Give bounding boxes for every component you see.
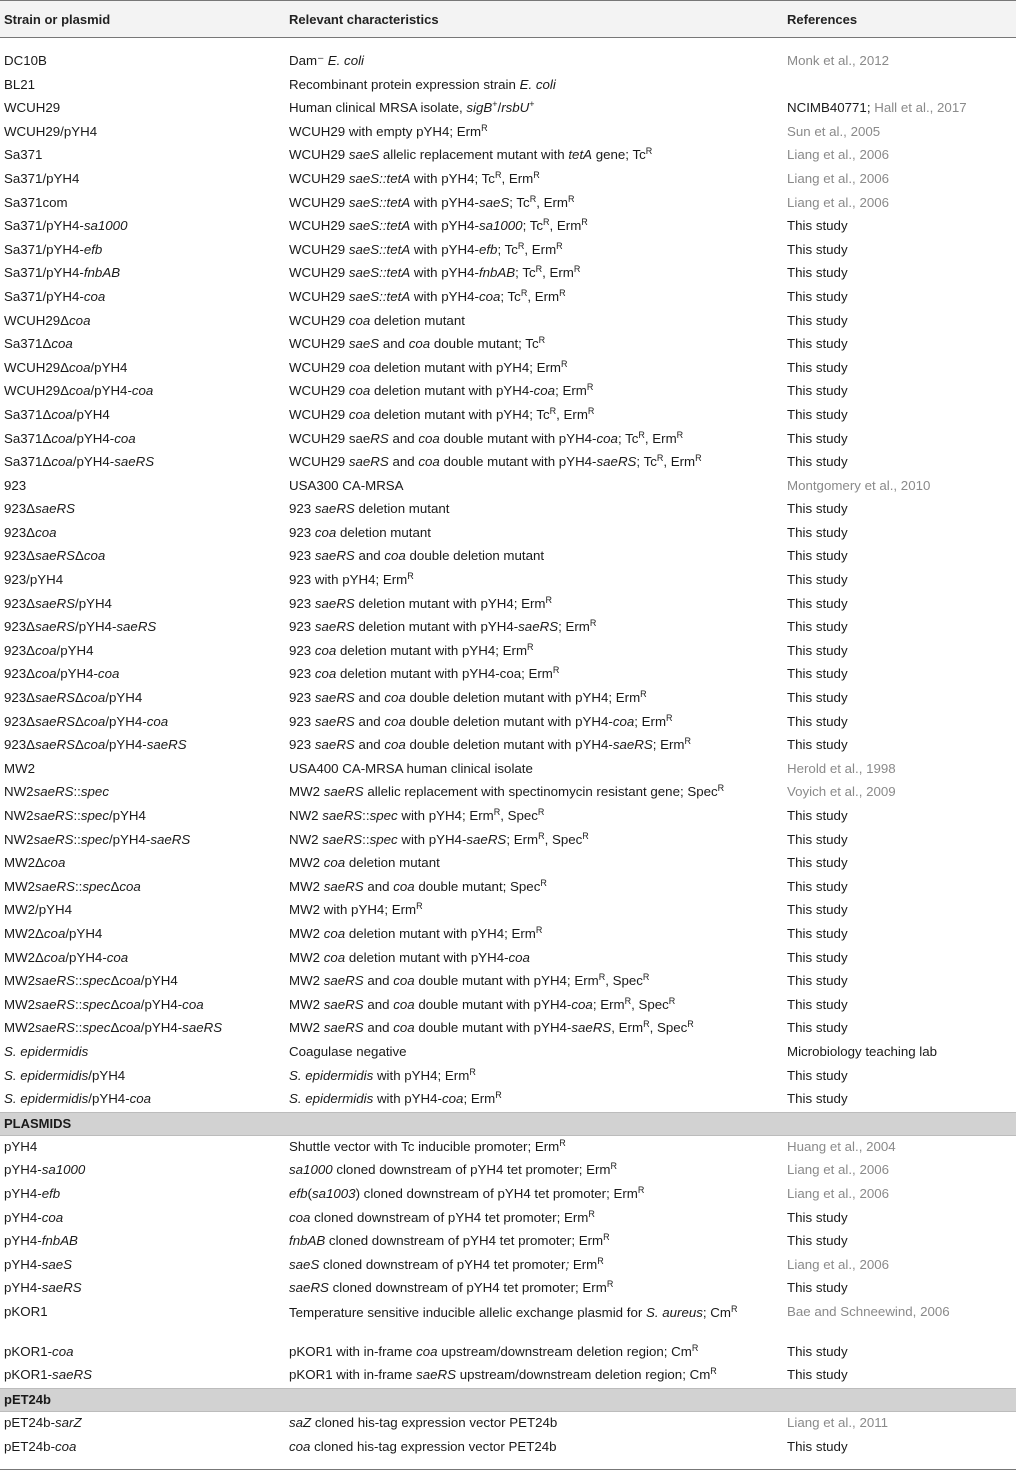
reference: Liang et al., 2006	[787, 170, 890, 186]
table-row	[0, 1159, 1016, 1183]
strain-name: Sa371/pYH4-fnbAB	[4, 265, 121, 281]
strain-name: Sa371/pYH4-efb	[4, 241, 103, 257]
characteristics: MW2 saeRS and coa double mutant with pYH4-saeRS, Erm$^R$, Spec$^R$	[289, 1019, 694, 1036]
characteristics: Shuttle vector with Tc inducible promoter; Erm$^R$	[289, 1137, 566, 1154]
reference: This study	[787, 902, 848, 918]
table-row	[0, 758, 1016, 782]
reference: This study	[787, 642, 848, 658]
strain-name: pYH4-coa	[4, 1209, 64, 1225]
table-row	[0, 687, 1016, 711]
strain-name: 923Δcoa/pYH4	[4, 642, 94, 658]
section-plasmids	[0, 1112, 1016, 1136]
table-row	[0, 734, 1016, 758]
characteristics: WCUH29 saeS and coa double mutant; $Tc^R$	[289, 335, 546, 352]
reference: Montgomery et al., 2010	[787, 477, 931, 493]
strain-name: 923ΔsaeRSΔcoa/pYH4-saeRS	[4, 737, 187, 753]
strain-name: 923ΔsaeRSΔcoa/pYH4-coa	[4, 713, 169, 729]
reference: This study	[787, 312, 848, 328]
table-row	[0, 852, 1016, 876]
strain-name: MW2Δcoa/pYH4-coa	[4, 949, 129, 965]
characteristics: S. epidermidis with pYH4-coa; Erm$^R$	[289, 1090, 502, 1107]
table-row	[0, 262, 1016, 286]
reference: This study	[787, 288, 848, 304]
strain-name: NW2saeRS::spec/pYH4	[4, 808, 146, 823]
reference: This study	[787, 808, 848, 823]
characteristics: MW2 saeRS allelic replacement with spectinomycin resistant gene; Spec$^R$	[289, 783, 725, 800]
strain-name: MW2saeRS::specΔcoa/pYH4-coa	[4, 996, 204, 1012]
table-row	[0, 1301, 1016, 1341]
strain-name: MW2/pYH4	[4, 902, 72, 918]
strain-name: BL21	[4, 76, 36, 92]
characteristics: WCUH29 saeS::tetA with pYH4-saeS; $Tc^R$, Erm$^R$	[289, 193, 575, 210]
reference: This study	[787, 925, 848, 941]
pet-rows	[0, 1412, 1016, 1459]
table-row	[0, 404, 1016, 428]
reference: Voyich et al., 2009	[787, 784, 896, 800]
table-row	[0, 144, 1016, 168]
table-row	[0, 239, 1016, 263]
table-row	[0, 380, 1016, 404]
reference: Microbiology teaching lab	[787, 1043, 938, 1059]
table-row	[0, 970, 1016, 994]
table-row	[0, 451, 1016, 475]
reference: This study	[787, 524, 848, 540]
reference: NCIMB40771; Hall et al., 2017	[787, 100, 967, 116]
reference: This study	[787, 359, 848, 375]
characteristics: 923 saeRS deletion mutant	[289, 501, 450, 517]
characteristics: saZ cloned his-tag expression vector PET24b	[289, 1415, 558, 1431]
reference: This study	[787, 336, 848, 352]
characteristics: Temperature sensitive inducible allelic exchange plasmid for S. aureus; $Cm^R$	[289, 1303, 738, 1320]
strain-name: 923	[4, 477, 27, 493]
characteristics: WCUH29 coa deletion mutant	[289, 312, 465, 328]
characteristics: WCUH29 coa deletion mutant with pYH4; $Tc^R$, Erm$^R$	[289, 405, 595, 422]
characteristics: WCUH29 saeS::tetA with pYH4-sa1000; $Tc^R$, Erm$^R$	[289, 217, 588, 234]
reference: This study	[787, 1209, 848, 1225]
reference: This study	[787, 1367, 848, 1383]
reference: This study	[787, 1091, 848, 1107]
table-row	[0, 1041, 1016, 1065]
table-row	[0, 1412, 1016, 1436]
characteristics: WCUH29 coa deletion mutant with pYH4-coa; Erm$^R$	[289, 382, 594, 399]
characteristics: Coagulase negative	[289, 1043, 407, 1059]
reference: This study	[787, 949, 848, 965]
characteristics: MW2 coa deletion mutant with pYH4-coa	[289, 949, 530, 965]
table-row	[0, 1207, 1016, 1231]
characteristics: 923 coa deletion mutant	[289, 524, 431, 540]
reference: This study	[787, 383, 848, 399]
characteristics: sa1000 cloned downstream of pYH4 tet promoter; Erm$^R$	[289, 1161, 618, 1178]
strain-name: WCUH29Δcoa/pYH4-coa	[4, 383, 154, 399]
characteristics: S. epidermidis with pYH4; Erm$^R$	[289, 1066, 476, 1083]
characteristics: MW2 coa deletion mutant	[289, 855, 440, 871]
table-row	[0, 711, 1016, 735]
strain-name: 923ΔsaeRS/pYH4-saeRS	[4, 619, 157, 635]
reference: This study	[787, 1233, 848, 1249]
table-row	[0, 640, 1016, 664]
table-row	[0, 947, 1016, 971]
reference: Liang et al., 2006	[787, 194, 890, 210]
characteristics: Recombinant protein expression strain E. coli	[289, 76, 556, 92]
reference: Huang et al., 2004	[787, 1138, 896, 1154]
characteristics: WCUH29 coa deletion mutant with pYH4; Erm$^R$	[289, 358, 568, 375]
table-row	[0, 805, 1016, 829]
table-row	[0, 1364, 1016, 1388]
strain-name: pET24b-sarZ	[4, 1415, 82, 1431]
table-row	[0, 616, 1016, 640]
table-header	[0, 0, 1016, 38]
reference: This study	[787, 619, 848, 635]
strain-name: WCUH29	[4, 100, 61, 116]
reference: This study	[787, 595, 848, 611]
table-row	[0, 545, 1016, 569]
strain-name: MW2saeRS::specΔcoa	[4, 878, 141, 894]
strain-name: MW2Δcoa	[4, 855, 66, 871]
strain-name: Sa371	[4, 147, 43, 163]
table-row	[0, 215, 1016, 239]
characteristics: WCUH29 saeS::tetA with pYH4; $Tc^R$, Erm$^R$	[289, 169, 540, 186]
reference: Liang et al., 2006	[787, 147, 890, 163]
table-row	[0, 50, 1016, 74]
strain-name: Sa371/pYH4-sa1000	[4, 218, 128, 234]
strain-name: Sa371Δcoa/pYH4-saeRS	[4, 454, 155, 470]
characteristics: 923 saeRS and coa double deletion mutant with pYH4-saeRS; Erm$^R$	[289, 736, 691, 753]
table-row	[0, 1230, 1016, 1254]
strain-name: pYH4	[4, 1138, 38, 1154]
table-row	[0, 475, 1016, 499]
table-row	[0, 310, 1016, 334]
table-row	[0, 498, 1016, 522]
strain-name: WCUH29Δcoa	[4, 312, 91, 328]
reference: This study	[787, 218, 848, 234]
strain-name: pYH4-saeS	[4, 1256, 73, 1272]
reference: This study	[787, 855, 848, 871]
reference: This study	[787, 454, 848, 470]
strain-name: pKOR1-coa	[4, 1343, 74, 1359]
strain-name: pYH4-fnbAB	[4, 1233, 78, 1249]
section-pet24b	[0, 1388, 1016, 1412]
table-row	[0, 1436, 1016, 1460]
reference: This study	[787, 241, 848, 257]
strain-name: WCUH29/pYH4	[4, 123, 98, 139]
reference: Sun et al., 2005	[787, 123, 881, 139]
strain-name: S. epidermidis/pYH4-coa	[4, 1091, 152, 1107]
header-strain: Strain or plasmid	[4, 12, 111, 27]
characteristics: efb(sa1003) cloned downstream of pYH4 tet promoter; Erm$^R$	[289, 1184, 645, 1201]
reference: This study	[787, 1343, 848, 1359]
strain-name: pKOR1	[4, 1303, 48, 1319]
characteristics: NW2 saeRS::spec with pYH4; Erm$^R$, Spec$^R$	[289, 807, 545, 823]
reference: This study	[787, 572, 848, 588]
table-bottom-rule	[0, 1459, 1016, 1470]
table-row	[0, 97, 1016, 121]
characteristics: USA300 CA-MRSA	[289, 477, 404, 493]
characteristics: NW2 saeRS::spec with pYH4-saeRS; Erm$^R$, Spec$^R$	[289, 830, 589, 847]
table-row	[0, 1088, 1016, 1112]
table-row	[0, 1183, 1016, 1207]
table-row	[0, 1136, 1016, 1160]
table-row	[0, 1254, 1016, 1278]
characteristics: 923 saeRS deletion mutant with pYH4-saeRS; Erm$^R$	[289, 618, 597, 635]
section-pet24b-label: pET24b	[4, 1392, 51, 1408]
table-row	[0, 192, 1016, 216]
strain-name: 923ΔsaeRSΔcoa	[4, 548, 106, 564]
table-row	[0, 1017, 1016, 1041]
characteristics: fnbAB cloned downstream of pYH4 tet promoter; Erm$^R$	[289, 1232, 610, 1249]
characteristics: WCUH29 saeRS and coa double mutant with pYH4-coa; $Tc^R$, Erm$^R$	[289, 429, 684, 446]
characteristics: 923 coa deletion mutant with pYH4; Erm$^R$	[289, 641, 534, 658]
strain-name: 923ΔsaeRS	[4, 501, 75, 517]
strain-name: 923ΔsaeRS/pYH4	[4, 595, 112, 611]
strain-name: pYH4-efb	[4, 1185, 61, 1201]
characteristics: pKOR1 with in-frame coa upstream/downstream deletion region; $Cm^R$	[289, 1342, 699, 1359]
reference: This study	[787, 501, 848, 517]
table-row	[0, 74, 1016, 98]
characteristics: WCUH29 saeS::tetA with pYH4-fnbAB; $Tc^R$, Erm$^R$	[289, 264, 581, 281]
strain-name: S. epidermidis	[4, 1043, 89, 1059]
strain-name: pYH4-sa1000	[4, 1162, 86, 1178]
table-row	[0, 1065, 1016, 1089]
characteristics: Human clinical MRSA isolate, sigB+/rsbU+	[289, 99, 535, 116]
characteristics: coa cloned his-tag expression vector PET24b	[289, 1438, 557, 1454]
strain-name: WCUH29Δcoa/pYH4	[4, 359, 128, 375]
characteristics: 923 with pYH4; Erm$^R$	[289, 571, 414, 588]
table-row	[0, 121, 1016, 145]
characteristics: saeS cloned downstream of pYH4 tet promoter; Erm$^R$	[289, 1255, 604, 1272]
header-references: References	[787, 12, 858, 27]
table-row	[0, 1277, 1016, 1301]
reference: Liang et al., 2006	[787, 1162, 890, 1178]
characteristics: MW2 saeRS and coa double mutant with pYH4-coa; Erm$^R$, Spec$^R$	[289, 995, 676, 1012]
reference: This study	[787, 1280, 848, 1296]
reference: Bae and Schneewind, 2006	[787, 1303, 950, 1319]
characteristics: 923 coa deletion mutant with pYH4-coa; Erm$^R$	[289, 665, 560, 682]
reference: This study	[787, 996, 848, 1012]
reference: This study	[787, 713, 848, 729]
characteristics: pKOR1 with in-frame saeRS upstream/downstream deletion region; $Cm^R$	[289, 1366, 717, 1383]
reference: This study	[787, 737, 848, 753]
table-row	[0, 593, 1016, 617]
table-row	[0, 829, 1016, 853]
table-row	[0, 994, 1016, 1018]
strain-name: NW2saeRS::spec	[4, 784, 109, 800]
characteristics: 923 saeRS and coa double deletion mutant	[289, 548, 545, 564]
characteristics: 923 saeRS and coa double deletion mutant with pYH4; Erm$^R$	[289, 689, 647, 706]
table-row	[0, 899, 1016, 923]
strain-name: Sa371Δcoa/pYH4	[4, 406, 110, 422]
table-row	[0, 663, 1016, 687]
strain-name: MW2	[4, 760, 36, 776]
strain-name: NW2saeRS::spec/pYH4-saeRS	[4, 831, 191, 847]
characteristics: WCUH29 with empty pYH4; Erm$^R$	[289, 122, 488, 139]
reference: This study	[787, 430, 848, 446]
characteristics: MW2 with pYH4; Erm$^R$	[289, 901, 423, 918]
plasmid-rows	[0, 1136, 1016, 1388]
reference: Liang et al., 2006	[787, 1185, 890, 1201]
table-row	[0, 168, 1016, 192]
table-row	[0, 357, 1016, 381]
table-row	[0, 923, 1016, 947]
reference: This study	[787, 690, 848, 706]
strain-name: pKOR1-saeRS	[4, 1367, 92, 1383]
characteristics: MW2 saeRS and coa double mutant with pYH4; Erm$^R$, Spec$^R$	[289, 972, 650, 989]
reference: This study	[787, 1438, 848, 1454]
strain-name: pYH4-saeRS	[4, 1280, 82, 1296]
strain-name: 923/pYH4	[4, 572, 64, 588]
strain-name: MW2Δcoa/pYH4	[4, 925, 103, 941]
characteristics: 923 saeRS and coa double deletion mutant with pYH4-coa; Erm$^R$	[289, 712, 673, 729]
strain-name: 923ΔsaeRSΔcoa/pYH4	[4, 690, 143, 706]
characteristics: MW2 coa deletion mutant with pYH4; Erm$^R$	[289, 924, 543, 941]
table-row	[0, 522, 1016, 546]
reference: This study	[787, 1067, 848, 1083]
table-row	[0, 333, 1016, 357]
reference: This study	[787, 1020, 848, 1036]
characteristics: MW2 saeRS and coa double mutant; Spec$^R$	[289, 877, 547, 894]
table-row	[0, 428, 1016, 452]
table-row	[0, 1341, 1016, 1365]
characteristics: WCUH29 saeRS and coa double mutant with pYH4-saeRS; $Tc^R$, Erm$^R$	[289, 453, 702, 470]
reference: This study	[787, 831, 848, 847]
characteristics: WCUH29 saeS allelic replacement mutant with tetA gene; $Tc^R$	[289, 146, 653, 163]
characteristics: Dam⁻ E. coli	[289, 53, 365, 68]
table-row	[0, 876, 1016, 900]
reference: This study	[787, 548, 848, 564]
strain-name: pET24b-coa	[4, 1438, 77, 1454]
strain-name: S. epidermidis/pYH4	[4, 1067, 126, 1083]
table-row	[0, 569, 1016, 593]
strain-name: 923Δcoa	[4, 524, 57, 540]
strain-name: MW2saeRS::specΔcoa/pYH4	[4, 973, 178, 989]
table-row	[0, 781, 1016, 805]
strain-name: Sa371/pYH4	[4, 170, 80, 186]
strain-name: Sa371Δcoa/pYH4-coa	[4, 430, 136, 446]
strain-name: DC10B	[4, 53, 47, 68]
characteristics: coa cloned downstream of pYH4 tet promoter; Erm$^R$	[289, 1208, 595, 1225]
strain-name: 923Δcoa/pYH4-coa	[4, 666, 120, 682]
strain-name: MW2saeRS::specΔcoa/pYH4-saeRS	[4, 1020, 223, 1036]
table-row	[0, 286, 1016, 310]
reference: This study	[787, 265, 848, 281]
reference: This study	[787, 878, 848, 894]
header-characteristics: Relevant characteristics	[289, 12, 439, 27]
strain-name: Sa371Δcoa	[4, 336, 73, 352]
characteristics: USA400 CA-MRSA human clinical isolate	[289, 760, 533, 776]
strain-name: Sa371/pYH4-coa	[4, 288, 106, 304]
strain-rows	[0, 50, 1016, 1112]
reference: Liang et al., 2011	[787, 1415, 889, 1431]
reference: Liang et al., 2006	[787, 1256, 890, 1272]
characteristics: 923 saeRS deletion mutant with pYH4; Erm$^R$	[289, 594, 552, 611]
section-plasmids-label: PLASMIDS	[4, 1115, 72, 1131]
reference: This study	[787, 666, 848, 682]
reference: This study	[787, 973, 848, 989]
reference: Monk et al., 2012	[787, 53, 890, 68]
reference: Herold et al., 1998	[787, 760, 896, 776]
characteristics: WCUH29 saeS::tetA with pYH4-efb; $Tc^R$, Erm$^R$	[289, 240, 563, 257]
reference: This study	[787, 406, 848, 422]
characteristics: WCUH29 saeS::tetA with pYH4-coa; $Tc^R$, Erm$^R$	[289, 287, 566, 304]
strain-name: Sa371com	[4, 194, 68, 210]
characteristics: saeRS cloned downstream of pYH4 tet promoter; Erm$^R$	[289, 1279, 614, 1296]
